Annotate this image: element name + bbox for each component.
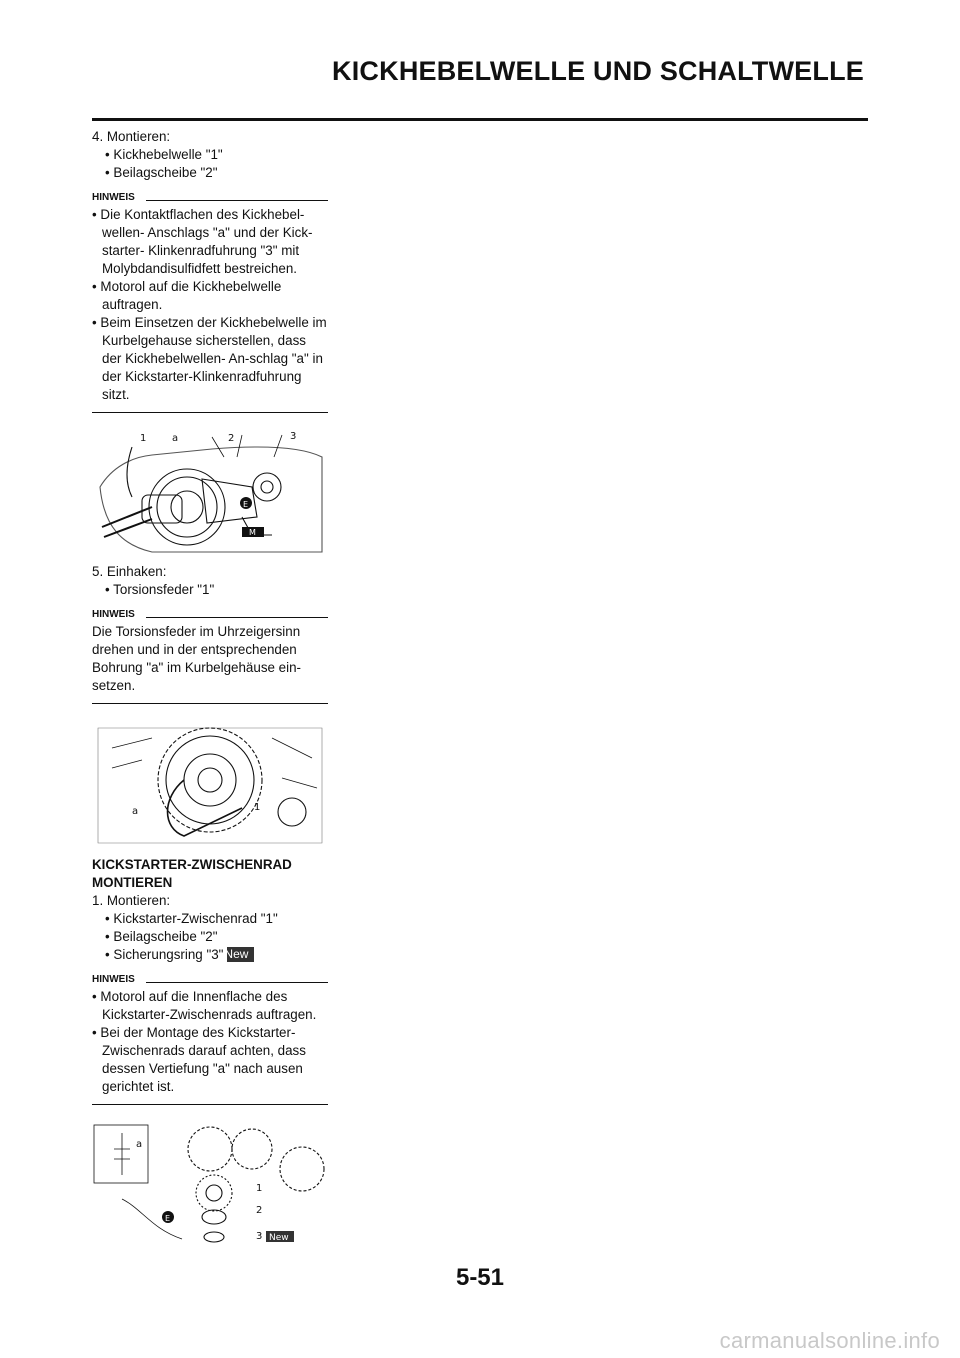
fig-label-e: E	[165, 1214, 171, 1223]
note-item: • Motorol auf die Innenflache des Kickstarter-Zwischenrads auftragen.	[92, 988, 328, 1024]
fig-label-e: E	[243, 500, 249, 509]
section-item: • Kickstarter-Zwischenrad "1"	[92, 910, 328, 928]
section-item: • Beilagscheibe "2"	[92, 928, 328, 946]
section-step-1: 1. Montieren:	[92, 893, 171, 908]
fig-label: 1	[140, 433, 147, 444]
note-heading	[92, 609, 328, 621]
content-column	[92, 128, 328, 1255]
note-text: Die Torsionsfeder im Uhrzeigersinn drehen und in der entsprechenden Bohrung "a" im Kurbelgehäuse ein-setzen.	[92, 624, 302, 693]
step-4: 4. Montieren:	[92, 129, 171, 144]
note-label: HINWEIS	[92, 609, 135, 620]
fig-label: 3	[256, 1231, 263, 1242]
new-badge: New	[227, 947, 254, 962]
note-item: • Beim Einsetzen der Kickhebelwelle im Kurbelgehause sicherstellen, dass der Kickhebelwellen- An-schlag "a" in der Kickstarter-Klinkenradfuhrung sitzt.	[92, 314, 328, 404]
note-heading	[92, 974, 328, 986]
note-body	[92, 623, 328, 704]
section-title: KICKSTARTER-ZWISCHENRAD MONTIEREN	[92, 857, 292, 890]
fig-label: 2	[256, 1205, 263, 1216]
fig-label: a	[132, 806, 139, 817]
page-number: 5-51	[455, 1264, 505, 1291]
note-1	[92, 192, 328, 413]
step-5: 5. Einhaken:	[92, 564, 167, 579]
figure-torsion-spring	[92, 718, 328, 846]
fig-label-m: M	[249, 528, 256, 537]
fig-label: a	[172, 433, 179, 444]
note-heading	[92, 192, 328, 204]
title-rule	[92, 118, 868, 121]
step-5-item: • Torsionsfeder "1"	[92, 581, 328, 599]
note-item: • Bei der Montage des Kickstarter-Zwischenrads darauf achten, dass dessen Vertiefung "a" nach ausen gerichtet ist.	[92, 1024, 328, 1096]
figure-idle-gear	[92, 1119, 328, 1247]
note-label: HINWEIS	[92, 974, 135, 985]
fig-label-new: New	[269, 1233, 289, 1243]
figure-kick-shaft	[92, 427, 328, 555]
fig-label: 2	[228, 433, 235, 444]
note-3	[92, 974, 328, 1105]
note-body	[92, 988, 328, 1105]
fig-label: 1	[256, 1183, 263, 1194]
note-body	[92, 206, 328, 413]
watermark-url: carmanualsonline.info	[719, 1328, 940, 1353]
note-item: • Die Kontaktflachen des Kickhebel-wellen- Anschlags "a" und der Kick-starter- Klinkenradfuhrung "3" mit Molybdandisulfidfett bestreichen.	[92, 206, 328, 278]
note-item: • Motorol auf die Kickhebelwelle auftragen.	[92, 278, 328, 314]
note-2	[92, 609, 328, 704]
step-4-item: • Beilagscheibe "2"	[92, 164, 328, 182]
fig-label: a	[136, 1139, 143, 1150]
fig-label: 3	[290, 431, 297, 442]
section-item: • Sicherungsring "3"New	[92, 946, 328, 964]
fig-label: 1	[254, 802, 261, 813]
note-label: HINWEIS	[92, 192, 135, 203]
step-4-item: • Kickhebelwelle "1"	[92, 146, 328, 164]
page-title: KICKHEBELWELLE UND SCHALTWELLE	[332, 56, 864, 86]
